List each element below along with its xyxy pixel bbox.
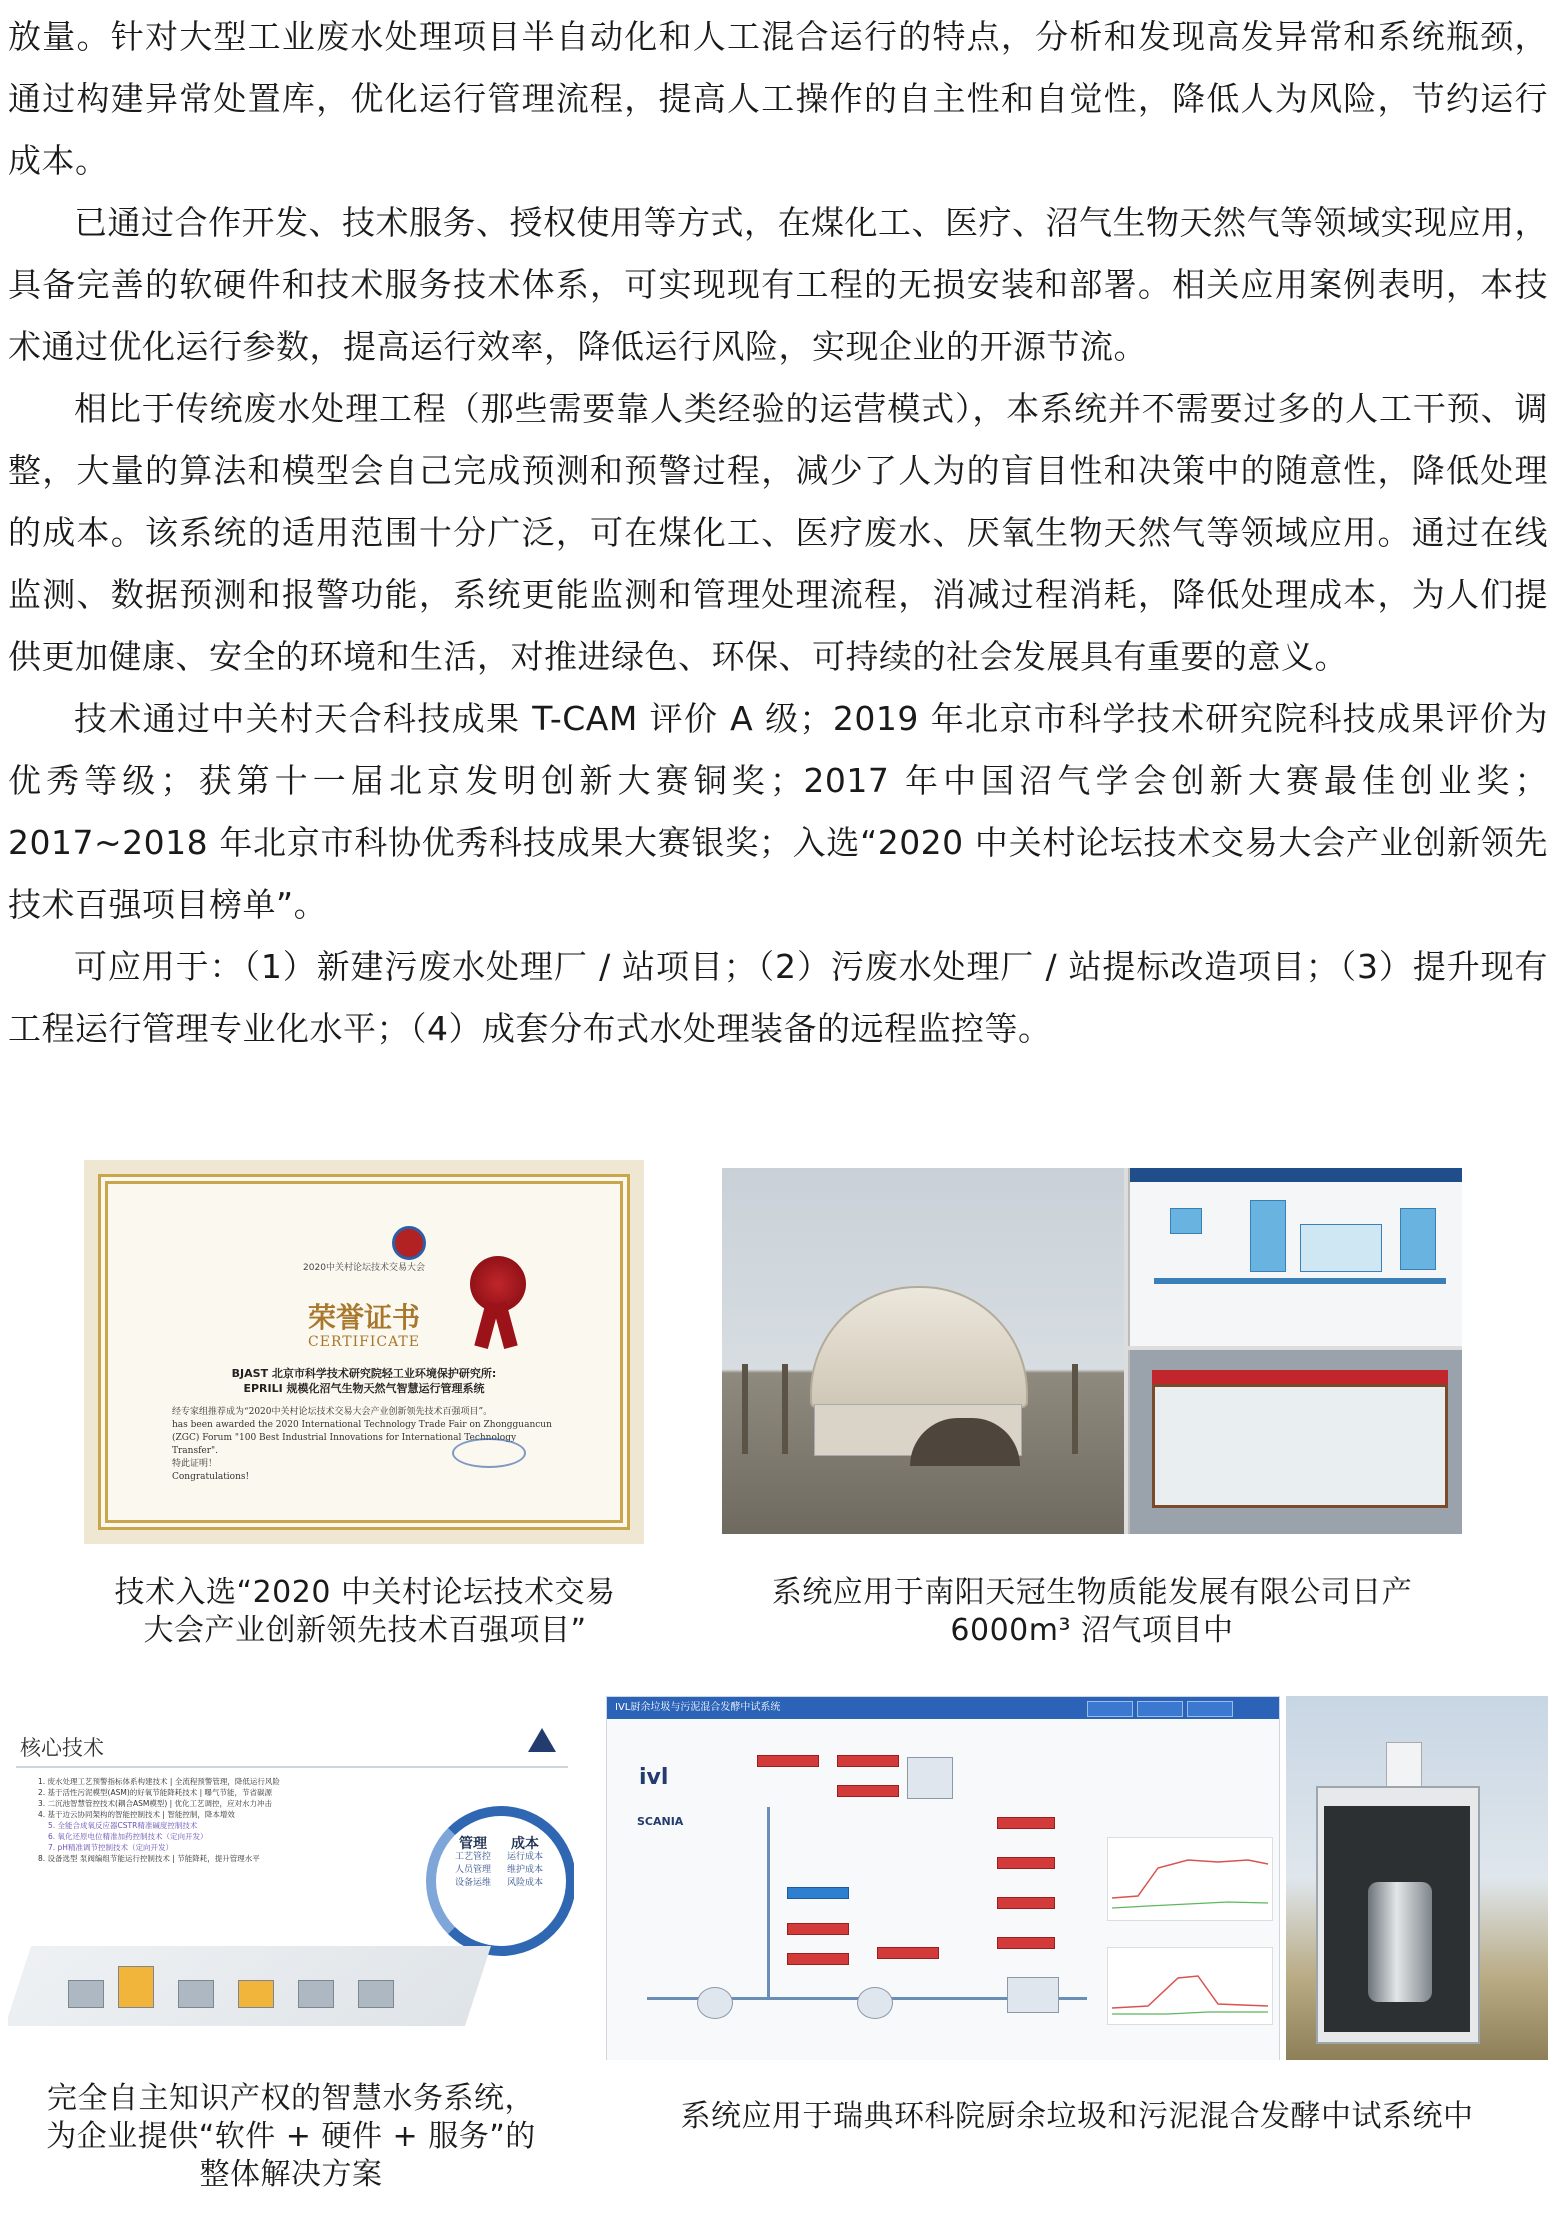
box-heading: 管理: [459, 1836, 487, 1852]
box-item: 人员管理: [454, 1865, 491, 1875]
list-item: 8. 设备选型 泵阀编组节能运行控制技术 | 节能降耗，提升管理水平: [38, 1854, 260, 1863]
box-item: 工艺管控: [454, 1852, 491, 1862]
title-underline: [16, 1766, 568, 1768]
list-item: 2. 基于活性污泥模型(ASM)的好氧节能降耗技术 | 曝气节能，节省碳源: [38, 1788, 273, 1797]
biogas-caption: [716, 1574, 1468, 1650]
trend-chart-2: [1107, 1947, 1273, 2025]
caption-line: 整体解决方案: [199, 2157, 383, 2192]
certificate-caption: [70, 1574, 660, 1650]
process-unit-icon: [118, 1966, 154, 2008]
certificate-frame: [98, 1174, 630, 1530]
certificate-body-en: has been awarded the 2020 International Technology Trade Fair on Zhongguancun (ZGC) Forum "100 Best Industrial Innovations for International Technology Transfer".: [172, 1420, 552, 1456]
paragraph-5: 可应用于：（1）新建污废水处理厂 / 站项目；（2）污废水处理厂 / 站提标改造项目；（3）提升现有工程运行管理专业化水平；（4）成套分布式水处理装备的远程监控等。: [8, 947, 1548, 1048]
alarm-tag-icon: [997, 1817, 1055, 1829]
certificate-title: 荣誉证书: [307, 1301, 420, 1334]
certificate-body-cn: 经专家组推荐成为“2020中关村论坛技术交易大会产业创新领先技术百强项目”。: [172, 1407, 493, 1417]
core-technology-list: [38, 1776, 368, 1864]
paragraph-2: 已通过合作开发、技术服务、授权使用等方式，在煤化工、医疗、沼气生物天然气等领域实现应用，具备完善的软硬件和技术服务技术体系，可实现现有工程的无损安装和部署。相关应用案例表明，本技术通过优化运行参数，提高运行效率，降低运行风险，实现企业的开源节流。: [8, 203, 1548, 366]
cost-box: [500, 1838, 550, 1906]
process-unit-icon: [238, 1980, 274, 2008]
list-item: 3. 二沉池智慧管控技术(耦合ASM模型) | 优化工艺调控，应对水力冲击: [38, 1799, 273, 1808]
list-item: 6. 氧化还原电位精准加药控制技术（定向开发）: [48, 1832, 208, 1841]
ivl-caption: [606, 2098, 1548, 2136]
caption-line: 完全自主知识产权的智慧水务系统，: [47, 2081, 535, 2116]
process-unit-icon: [68, 1980, 104, 2008]
scada-tab: [1187, 1701, 1233, 1717]
recipient-line-2: EPRILI 规模化沼气生物天然气智慧运行管理系统: [243, 1382, 485, 1395]
process-unit-icon: [358, 1980, 394, 2008]
recipient-line-1: BJAST 北京市科学技术研究院轻工业环境保护研究所:: [231, 1367, 497, 1380]
caption-line: 系统应用于瑞典环科院厨余垃圾和污泥混合发酵中试系统中: [680, 2099, 1474, 2134]
ivl-pilot-image: [606, 1696, 1548, 2060]
process-unit-icon: [178, 1980, 214, 2008]
box-item: 运行成本: [506, 1852, 543, 1862]
list-item: 7. pH精准调节控制技术（定向开发）: [48, 1843, 173, 1852]
tank-icon: [1400, 1208, 1436, 1270]
list-item: 1. 废水处理工艺预警指标体系构建技术 | 全流程预警管理，降低运行风险: [38, 1777, 280, 1786]
forum-logo-icon: [392, 1226, 426, 1260]
list-item: 4. 基于边云协同架构的智能控制技术 | 智能控制，降本增效: [38, 1810, 235, 1819]
tree-icon: [1072, 1364, 1078, 1454]
reactor-vessel-icon: [1368, 1882, 1432, 2002]
tree-icon: [742, 1364, 748, 1454]
caption-line: 为企业提供“软件 + 硬件 + 服务”的: [46, 2119, 536, 2154]
tank-icon: [1300, 1224, 1382, 1272]
management-box: [448, 1838, 498, 1906]
box-item: 风险成本: [506, 1878, 543, 1888]
monitoring-screen-image: [1128, 1168, 1462, 1346]
alarm-tag-icon: [997, 1897, 1055, 1909]
caption-line: 技术入选“2020 中关村论坛技术交易: [114, 1575, 616, 1610]
alarm-tag-icon: [837, 1785, 899, 1797]
alarm-tag-icon: [877, 1947, 939, 1959]
caption-line: 系统应用于南阳天冠生物质能发展有限公司日产: [771, 1575, 1413, 1610]
box-heading: 成本: [511, 1836, 539, 1852]
core-caption: [8, 2080, 574, 2194]
core-technology-image: [8, 1700, 574, 2030]
alarm-tag-icon: [997, 1857, 1055, 1869]
official-stamp-icon: [452, 1438, 526, 1468]
biogas-digester-photo: [722, 1168, 1124, 1534]
alarm-tag-icon: [997, 1937, 1055, 1949]
certificate-subtitle: CERTIFICATE: [308, 1334, 420, 1350]
scania-logo: SCANIA: [637, 1815, 684, 1828]
certificate-image: [84, 1160, 644, 1544]
certificate-closing-cn: 特此证明！: [172, 1459, 218, 1469]
alarm-tag-icon: [757, 1755, 819, 1767]
trend-line-icon: [1108, 1838, 1272, 1920]
ivl-logo: ivl: [639, 1765, 669, 1790]
paragraph-3: 相比于传统废水处理工程（那些需要靠人类经验的运营模式），本系统并不需要过多的人工干预、调整，大量的算法和模型会自己完成预测和预警过程，减少了人为的盲目性和决策中的随意性，降低处理的成本。该系统的适用范围十分广泛，可在煤化工、医疗废水、厌氧生物天然气等领域应用。通过在线监测、数据预测和报警功能，系统更能监测和管理处理流程，消减过程消耗，降低处理成本，为人们提供更加健康、安全的环境和生活，对推进绿色、环保、可持续的社会发展具有重要的意义。: [8, 389, 1548, 676]
digester-dome-icon: [810, 1286, 1028, 1408]
alarm-tag-icon: [787, 1923, 849, 1935]
value-tag-icon: [787, 1887, 849, 1899]
certificate-event: 2020中关村论坛技术交易大会: [303, 1263, 425, 1273]
pump-icon: [697, 1987, 733, 2019]
alarm-tag-icon: [787, 1953, 849, 1965]
pipe-icon: [767, 1807, 770, 1997]
vent-stack-icon: [1386, 1742, 1422, 1790]
institute-logo-icon: [528, 1728, 556, 1752]
process-unit-icon: [298, 1980, 334, 2008]
board-panel-icon: [1152, 1384, 1448, 1508]
pump-icon: [857, 1987, 893, 2019]
trend-line-icon: [1108, 1948, 1272, 2024]
tank-icon: [907, 1757, 953, 1799]
scada-tab: [1137, 1701, 1183, 1717]
screen-header-bar: [1130, 1168, 1462, 1182]
list-item: 5. 全能合成氧反应器CSTR精准碱度控制技术: [48, 1821, 198, 1830]
alarm-tag-icon: [837, 1755, 899, 1767]
box-item: 维护成本: [506, 1865, 543, 1875]
tree-icon: [782, 1364, 788, 1454]
core-slide-title: 核心技术: [20, 1736, 104, 1760]
certificate-closing-en: Congratulations!: [172, 1472, 250, 1482]
caption-line: 大会产业创新领先技术百强项目”: [143, 1613, 587, 1648]
certificate-recipient: [142, 1366, 586, 1396]
caption-line: 6000m³ 沼气项目中: [950, 1613, 1234, 1648]
ivl-scada-screen: [606, 1696, 1280, 2060]
pipe-icon: [1154, 1278, 1446, 1284]
info-board-photo: [1128, 1350, 1462, 1534]
article-text: [8, 6, 1548, 1060]
scada-title-bar: IVL厨余垃圾与污泥混合发酵中试系统: [607, 1697, 1279, 1719]
paragraph-4: 技术通过中关村天合科技成果 T-CAM 评价 A 级；2019 年北京市科学技术研究院科技成果评价为优秀等级；获第十一届北京发明创新大赛铜奖；2017 年中国沼气学会创新大赛最佳创业奖；2017~2018 年北京市科协优秀科技成果大赛银奖；入选“2020 中关村论坛技术交易大会产业创新领先技术百强项目榜单”。: [8, 699, 1548, 924]
biogas-project-image: [722, 1168, 1462, 1534]
tank-icon: [1007, 1977, 1059, 2013]
tank-icon: [1250, 1200, 1286, 1272]
box-item: 设备运维: [454, 1878, 491, 1888]
scada-tab: [1087, 1701, 1133, 1717]
paragraph-1: 放量。针对大型工业废水处理项目半自动化和人工混合运行的特点，分析和发现高发异常和系统瓶颈，通过构建异常处置库，优化运行管理流程，提高人工操作的自主性和自觉性，降低人为风险，节约运行成本。: [8, 17, 1548, 180]
tank-icon: [1170, 1208, 1202, 1234]
reactor-cabinet-photo: [1286, 1696, 1548, 2060]
trend-chart-1: [1107, 1837, 1273, 1921]
